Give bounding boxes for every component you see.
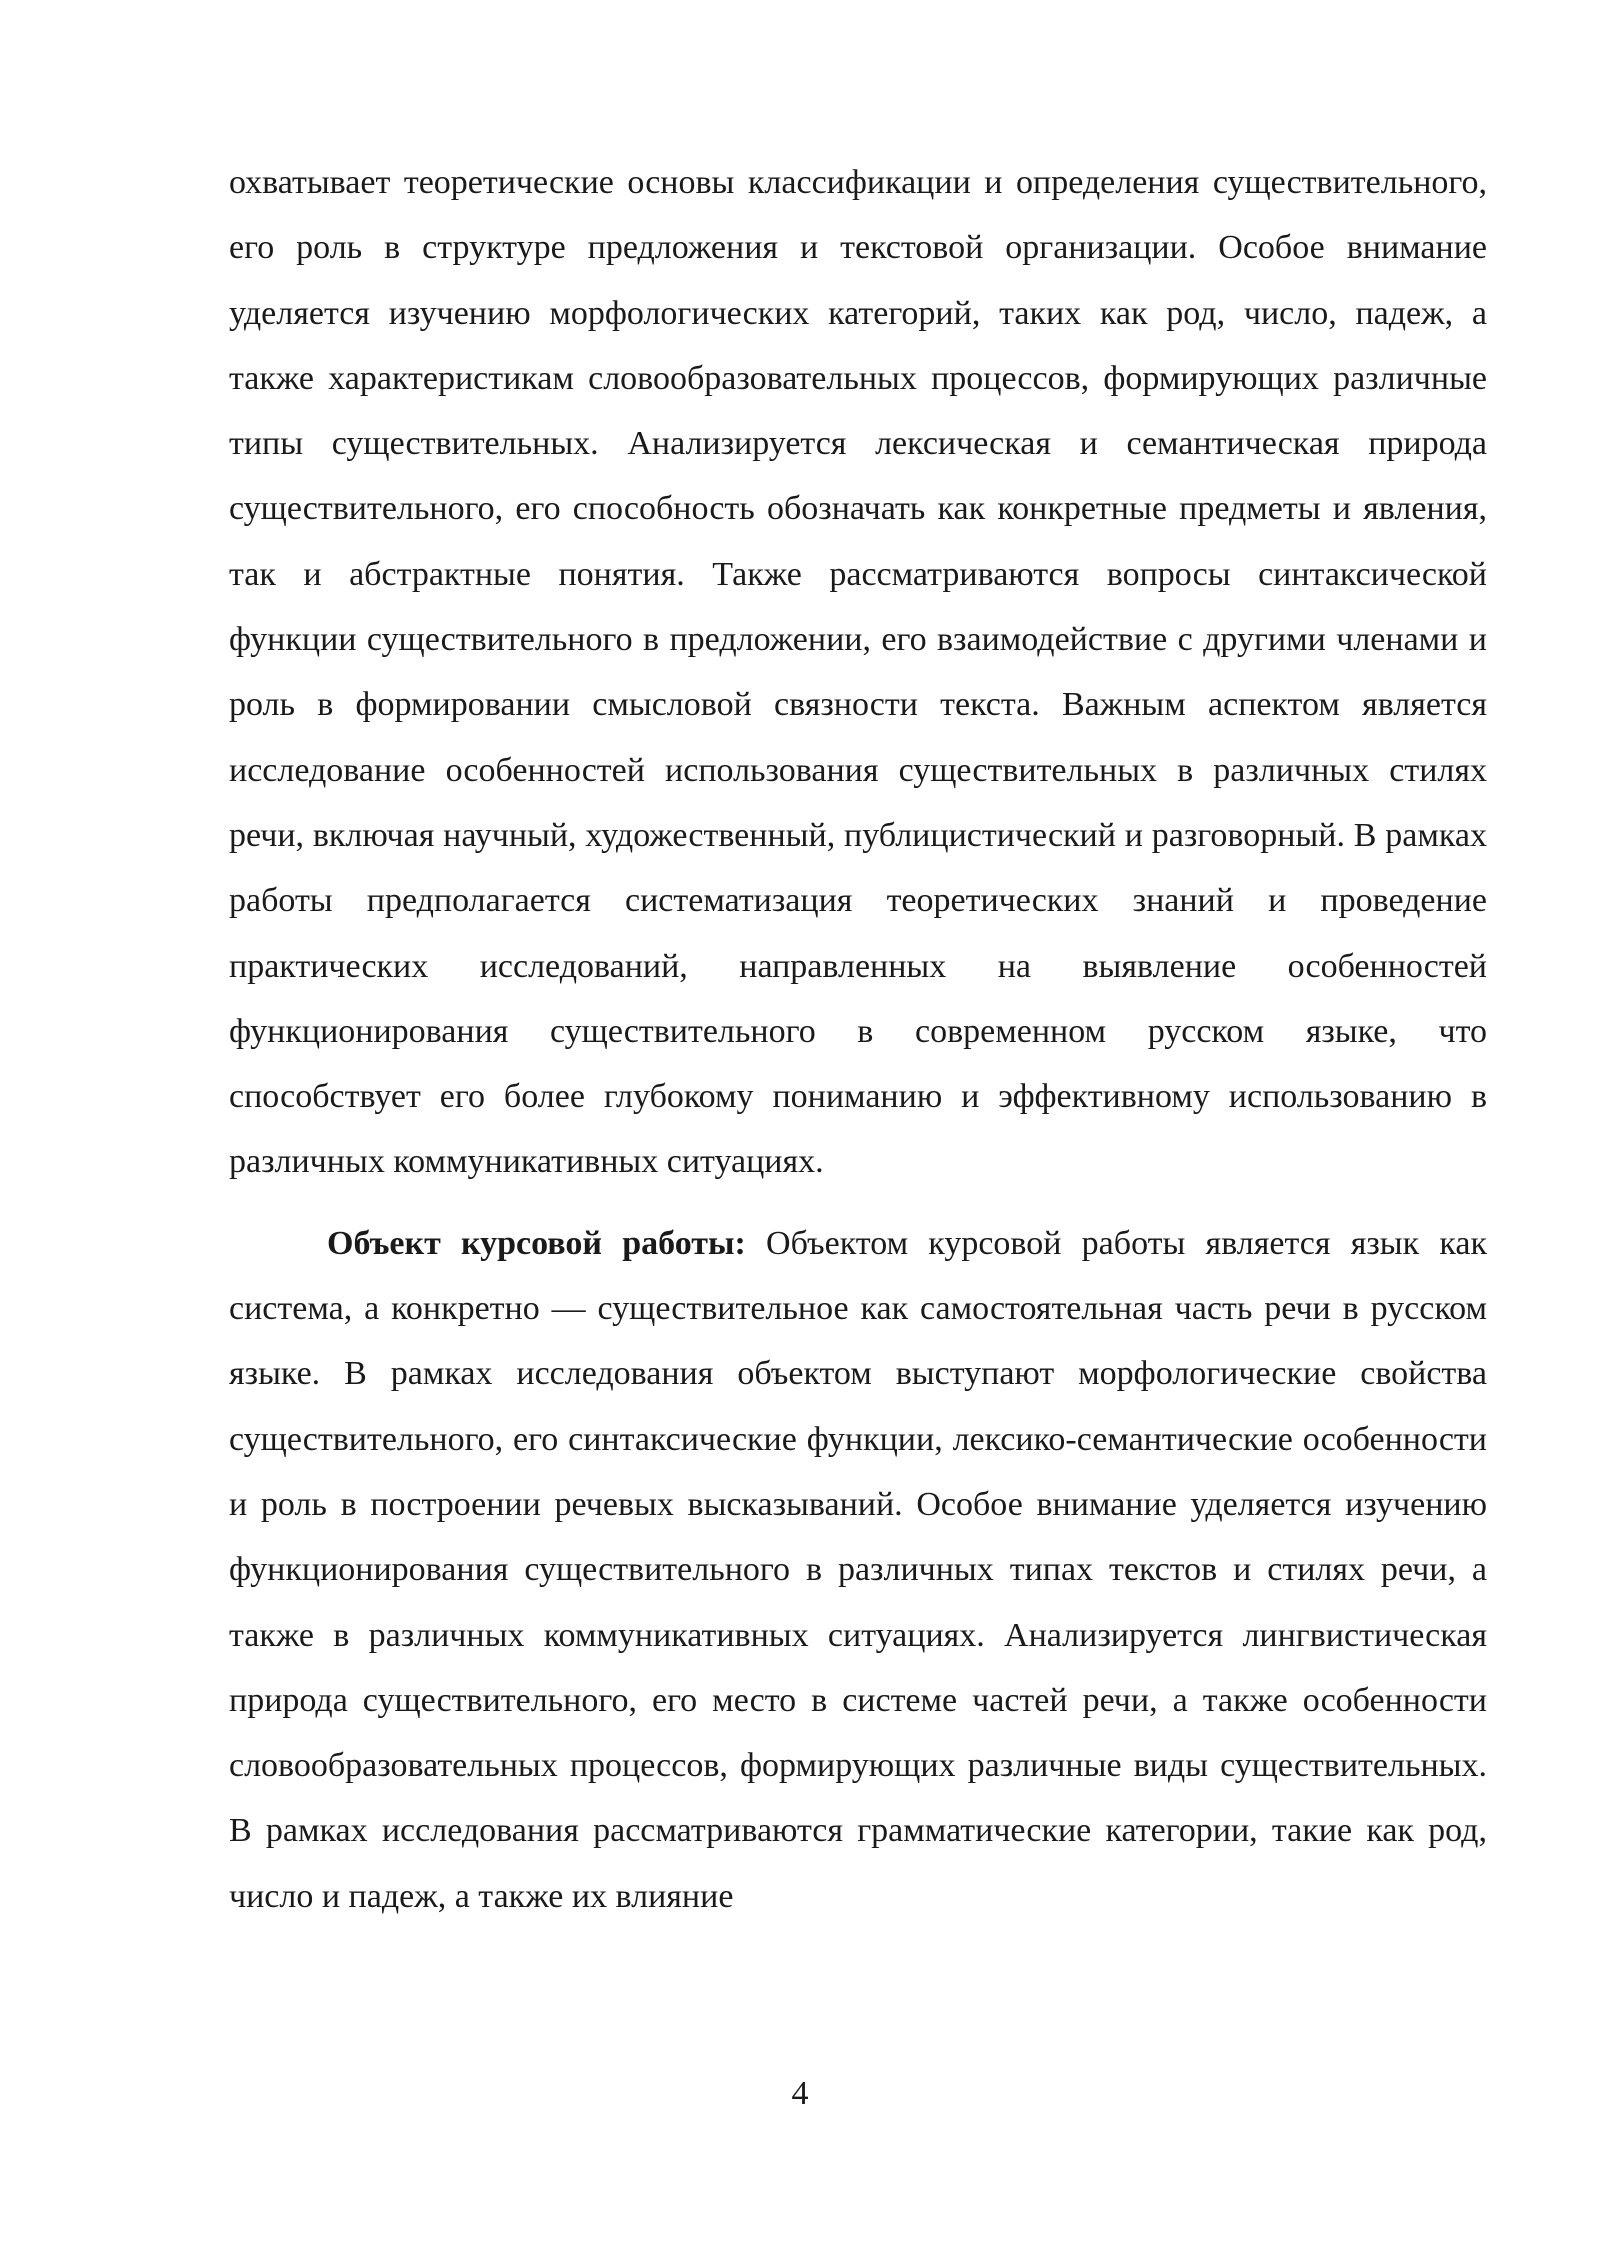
paragraph-research-object (229, 1211, 1487, 1929)
paragraph-text: Объектом курсовой работы является язык как система, а конкретно — существительное как самостоятельная часть речи в русском языке. В рамках исследования объектом выступают морфологические свойства существительного, его синтаксические функции, лексико-семантические особенности и роль в построении речевых высказываний. Особое внимание уделяется изучению функционирования существительного в различных типах текстов и стилях речи, а также в различных коммуникативных ситуациях. Анализируется лингвистическая природа существительного, его место в системе частей речи, а также особенности словообразовательных процессов, формирующих различные виды существительных. В рамках исследования рассматриваются грамматические категории, такие как род, число и падеж, а также их влияние (229, 1224, 1487, 1915)
page-number: 4 (791, 2075, 809, 2112)
page-body (229, 150, 1487, 1929)
paragraph-text: охватывает теоретические основы классификации и определения существительного, его роль в структуре предложения и текстовой организации. Особое внимание уделяется изучению морфологических категорий, таких как род, число, падеж, а также характеристикам словообразовательных процессов, формирующих различные типы существительных. Анализируется лексическая и семантическая природа существительного, его способность обозначать как конкретные предметы и явления, так и абстрактные понятия. Также рассматриваются вопросы синтаксической функции существительного в предложении, его взаимодействие с другими членами и роль в формировании смысловой связности текста. Важным аспектом является исследование особенностей использования существительных в различных стилях речи, включая научный, художественный, публицистический и разговорный. В рамках работы предполагается систематизация теоретических знаний и проведение практических исследований, направленных на выявление особенностей функционирования существительного в современном русском языке, что способствует его более глубокому пониманию и эффективному использованию в различных коммуникативных ситуациях. (229, 164, 1487, 1181)
paragraph-continuation (229, 150, 1487, 1195)
paragraph-label: Объект курсовой работы: (327, 1224, 746, 1262)
